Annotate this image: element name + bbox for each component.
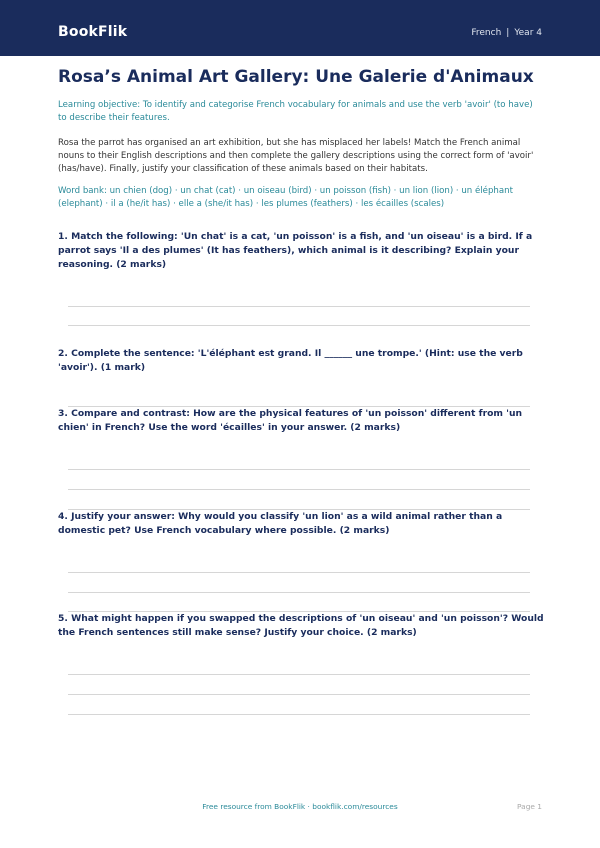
learning-objective: Learning objective: To identify and categorise French vocabulary for animals and use the verb 'avoir' (to have) to describe their features. <box>58 100 533 123</box>
page-title: Rosa’s Animal Art Gallery: Une Galerie d'Animaux <box>58 67 534 87</box>
page-number: Page 1 <box>517 802 542 811</box>
question-4: 4. Justify your answer: Why would you classify 'un lion' as a wild animal rather than a domestic pet? Use French vocabulary where possible. (2 marks) <box>58 511 503 536</box>
answer-line[interactable] <box>68 674 530 675</box>
year-label: Year 4 <box>514 28 542 38</box>
question-3: 3. Compare and contrast: How are the physical features of 'un poisson' different from 'un chien' in French? Use the word 'écailles' in your answer. (2 marks) <box>58 408 523 433</box>
subject-year <box>471 27 542 39</box>
answer-line[interactable] <box>68 592 530 593</box>
answer-line[interactable] <box>68 325 530 326</box>
question-5: 5. What might happen if you swapped the descriptions of 'un oiseau' and 'un poisson'? Would the French sentences still make sense? Justify your choice. (2 marks) <box>58 613 544 638</box>
question-1: 1. Match the following: 'Un chat' is a cat, 'un poisson' is a fish, and 'un oiseau' is a bird. If a parrot says 'Il a des plumes' (It has feathers), which animal is it describing? Explain your reasoning. (2 marks) <box>58 231 533 270</box>
answer-line[interactable] <box>68 572 530 573</box>
answer-line[interactable] <box>68 694 530 695</box>
brand-logo: BookFlik <box>58 24 128 40</box>
word-bank: Word bank: un chien (dog) · un chat (cat) · un oiseau (bird) · un poisson (fish) · un lion (lion) · un éléphant (elephant) · il a (he/it has) · elle a (she/it has) · les plumes (feathers) · les écailles (scales) <box>58 186 513 209</box>
answer-line[interactable] <box>68 306 530 307</box>
subject-label: French <box>471 28 502 38</box>
page-header <box>0 0 600 56</box>
answer-line[interactable] <box>68 489 530 490</box>
footer-text[interactable]: Free resource from BookFlik · bookflik.com/resources <box>202 802 398 811</box>
question-2: 2. Complete the sentence: 'L'éléphant est grand. Il ______ une trompe.' (Hint: use the verb 'avoir'). (1 mark) <box>58 348 523 373</box>
separator: | <box>506 28 510 38</box>
answer-line[interactable] <box>68 469 530 470</box>
answer-line[interactable] <box>68 714 530 715</box>
intro-text: Rosa the parrot has organised an art exhibition, but she has misplaced her labels! Match the French animal nouns to their English descriptions and then complete the gallery descriptions using the correct form of 'avoir' (has/have). Finally, justify your classification of these animals based on their habitats. <box>58 138 534 174</box>
